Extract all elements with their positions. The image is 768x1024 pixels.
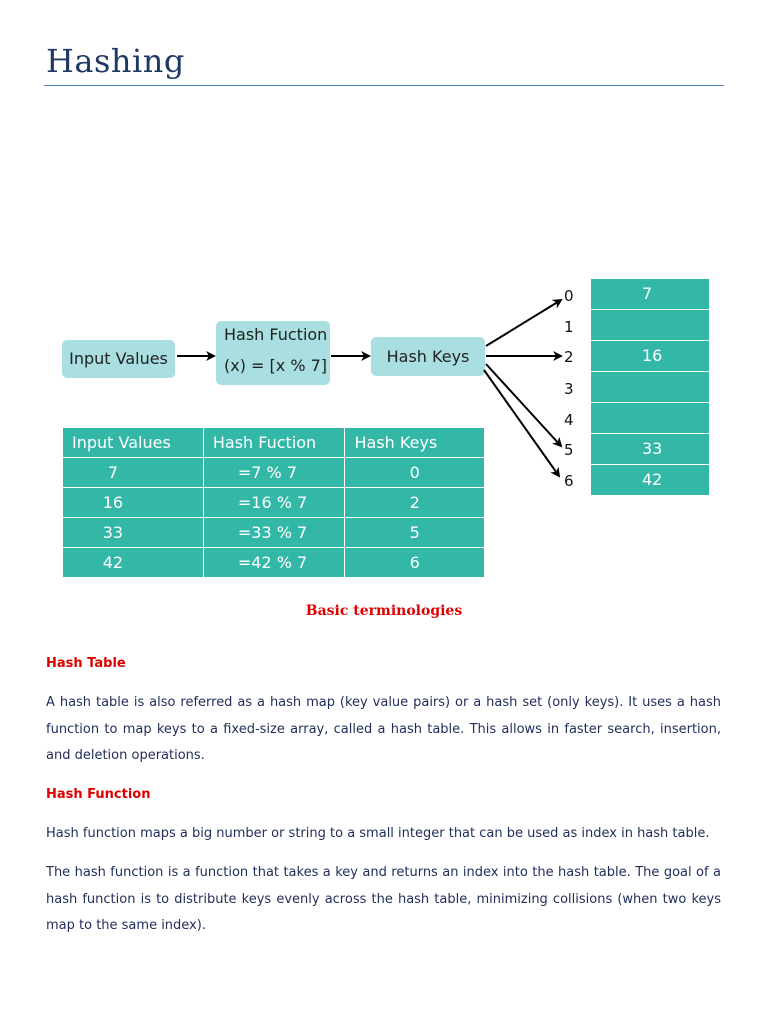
hash-keys-label: Hash Keys: [386, 347, 470, 366]
table-row: [63, 518, 485, 548]
section-subheading: Basic terminologies: [305, 603, 463, 619]
hash-function-formula: (x) = [x % 7]: [224, 356, 328, 375]
hash-key-cell: 6: [345, 548, 485, 578]
hash-function-paragraph-2: The hash function is a function that takes a key and returns an index into the hash table. The goal of a hash function is to distribute keys evenly across the hash table, minimizing collisions (when two keys map to the same index).: [46, 865, 721, 933]
index-label: 3: [564, 380, 574, 398]
hash-function-cell: =16 % 7: [203, 488, 345, 518]
slot-5: 33: [591, 434, 709, 464]
page-title: Hashing: [46, 42, 185, 80]
table-row: [63, 488, 485, 518]
title-divider: [44, 85, 724, 86]
hash-key-cell: 0: [345, 458, 485, 488]
column-header: Hash Fuction: [203, 428, 345, 458]
hash-example-table: [62, 427, 485, 578]
table-row: [63, 458, 485, 488]
hash-function-box: [216, 321, 330, 385]
table-row: [63, 548, 485, 578]
hash-table-label: Hash Table: [46, 656, 126, 671]
hash-function-cell: =7 % 7: [203, 458, 345, 488]
hash-function-label: Hash Function: [46, 787, 151, 802]
column-header: Input Values: [63, 428, 204, 458]
hash-function-paragraph-1: Hash function maps a big number or string to a small integer that can be used as index in hash table.: [46, 826, 710, 841]
slot-0: 7: [591, 279, 709, 309]
slot-6: 42: [591, 465, 709, 495]
slot-3: [591, 372, 709, 402]
input-value-cell: 33: [63, 518, 204, 548]
slot-1: [591, 310, 709, 340]
arrow-to-index-5: [486, 364, 561, 446]
input-value-cell: 16: [63, 488, 204, 518]
index-label: 6: [564, 472, 574, 490]
input-value-cell: 42: [63, 548, 204, 578]
input-value-cell: 7: [63, 458, 204, 488]
arrow-to-index-0: [486, 300, 561, 346]
table-header-row: [63, 428, 485, 458]
index-label: 4: [564, 411, 574, 429]
input-values-label: Input Values: [69, 349, 168, 368]
input-values-box: [62, 340, 175, 378]
index-label: 1: [564, 318, 574, 336]
hash-keys-box: [371, 337, 485, 376]
arrow-to-index-6: [484, 370, 559, 476]
slot-2: 16: [591, 341, 709, 371]
index-label: 0: [564, 287, 574, 305]
hash-function-cell: =42 % 7: [203, 548, 345, 578]
slot-4: [591, 403, 709, 433]
hash-function-cell: =33 % 7: [203, 518, 345, 548]
index-label: 5: [564, 441, 574, 459]
hash-function-title: Hash Fuction: [224, 325, 328, 344]
column-header: Hash Keys: [345, 428, 485, 458]
hash-key-cell: 5: [345, 518, 485, 548]
hash-table-paragraph: A hash table is also referred as a hash map (key value pairs) or a hash set (only keys). It uses a hash function to map keys to a fixed-size array, called a hash table. This allows in faster search, insertion, and deletion operations.: [46, 695, 721, 763]
hash-key-cell: 2: [345, 488, 485, 518]
hash-table-slots: [591, 279, 709, 496]
index-label: 2: [564, 348, 574, 366]
